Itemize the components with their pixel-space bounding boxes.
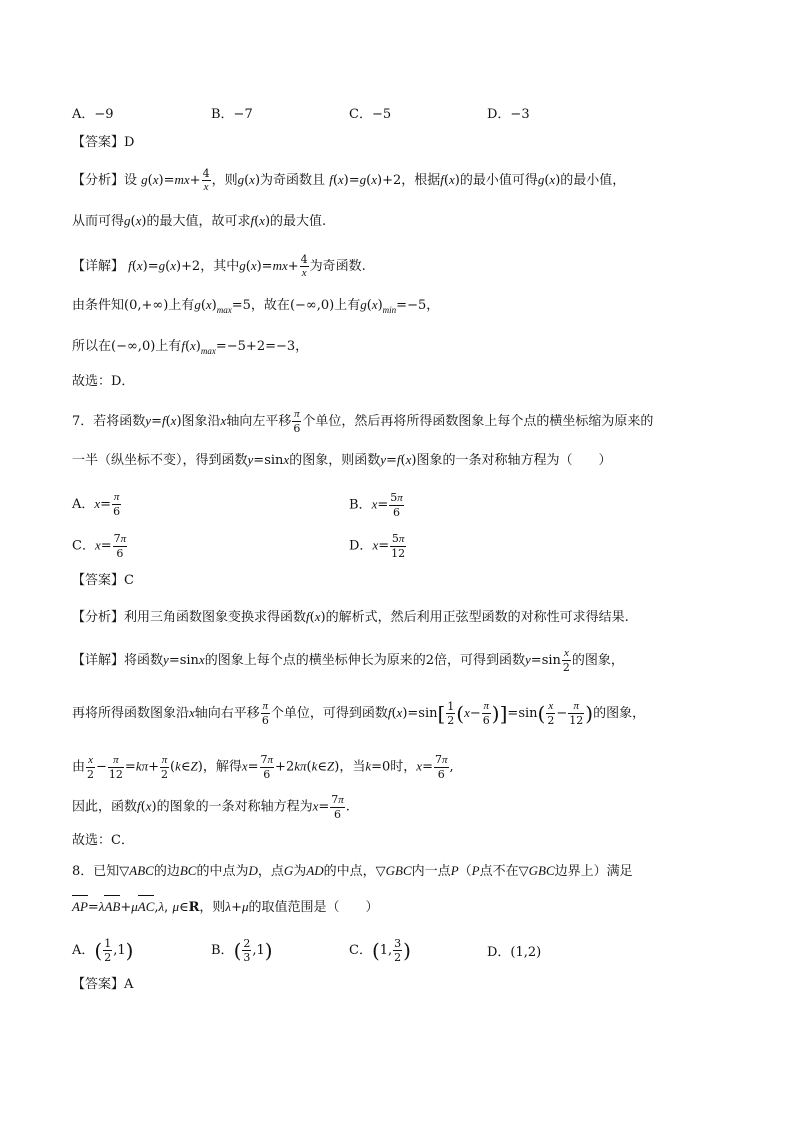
q6-analysis-line1: 【分析】设 g(x)=mx+ $\frac{4}{x}$ ，则g(x)为奇函数且 f(x)=g(x)+2，根据f(x)的最小值可得g(x)的最小值， bbox=[72, 167, 626, 193]
q7-answer: 【答案】C bbox=[72, 573, 134, 588]
q7-detail-line3: 由 $\frac{x}{2}$ − $\frac{\pi}{12}$ =kπ+ $\frac{\pi}{2}$ (k∈Z)，解得x= $\frac{7\pi}{6}$ +2kπ(k∈Z)，当k=0时，x= $\frac{7\pi}{6}$ , bbox=[72, 753, 454, 781]
q7-option-a: A．x= $\frac{\pi}{6}$ bbox=[72, 491, 121, 518]
q6-option-d: D．−3 bbox=[487, 107, 530, 122]
q7-detail-line4: 因此，函数f(x)的图象的一条对称轴方程为x= $\frac{7\pi}{6}$ . bbox=[72, 793, 350, 821]
q8-option-d: D．(1,2) bbox=[487, 945, 542, 960]
q6-option-a: A．−9 bbox=[72, 107, 114, 122]
q7-detail-line2: 再将所得函数图象沿x轴向右平移 $\frac{\pi}{6}$ 个单位，可得到函数f(x)=sin[ $\frac{1}{2}$ (x− $\frac{\pi}{6}$ )]=sin( $\frac{x}{2}$ − $\frac{\pi}{12}$ )的图象， bbox=[72, 700, 646, 727]
q6-answer: 【答案】D bbox=[72, 135, 135, 150]
q6-detail-line3: 所以在(−∞,0)上有$f(x)_{max}=-5+2=-3$， bbox=[72, 338, 309, 356]
q7-option-c: C．x= $\frac{7\pi}{6}$ bbox=[72, 532, 127, 560]
q8-answer: 【答案】A bbox=[72, 977, 134, 992]
q8-option-c: C．(1, $\frac{3}{2}$ ) bbox=[349, 937, 411, 964]
q6-analysis-line2: 从而可得g(x)的最大值，故可求f(x)的最大值. bbox=[72, 213, 327, 229]
q7-analysis: 【分析】利用三角函数图象变换求得函数f(x)的解析式，然后利用正弦型函数的对称性可求得结果. bbox=[72, 609, 629, 625]
q7-stem-line1: 7．若将函数y=f(x)图象沿x轴向左平移 $\frac{\pi}{6}$ 个单位，然后再将所得函数图象上每个点的横坐标缩为原来的 bbox=[72, 408, 654, 435]
q6-detail-line1: 【详解】 f(x)=g(x)+2，其中g(x)=mx+ $\frac{4}{x}$ 为奇函数. bbox=[72, 253, 366, 279]
q8-stem-line1: 8．已知▽ABC的边BC的中点为D，点G为AD的中点，▽GBC内一点P（P点不在▽GBC边界上）满足 bbox=[72, 863, 633, 879]
q6-choose: 故选：D． bbox=[72, 374, 135, 389]
q7-detail-line1: 【详解】将函数y=sinx的图象上每个点的横坐标伸长为原来的2倍，可得到函数y=sin $\frac{x}{2}$ 的图象， bbox=[72, 647, 624, 674]
q7-option-d: D．x= $\frac{5\pi}{12}$ bbox=[349, 532, 406, 560]
q6-option-c: C．−5 bbox=[349, 107, 392, 122]
q8-option-a: A．( $\frac{1}{2}$ ,1) bbox=[72, 937, 134, 964]
q6-detail-line2: 由条件知(0,+∞)上有$g(x)_{max}=5$，故在(−∞,0)上有$g(x)_{min}=-5$， bbox=[72, 297, 440, 315]
q8-stem-line2: AP=λAB+μAC,λ, μ∈R，则λ+μ的取值范围是（ ） bbox=[72, 899, 379, 915]
q6-option-b: B．−7 bbox=[211, 107, 253, 122]
q8-option-b: B．( $\frac{2}{3}$ ,1) bbox=[211, 937, 273, 964]
q7-stem-line2: 一半（纵坐标不变），得到函数y=sinx的图象，则函数y=f(x)图象的一条对称轴方程为（ ） bbox=[72, 452, 612, 468]
q7-choose: 故选：C． bbox=[72, 833, 134, 848]
q7-option-b: B．x= $\frac{5\pi}{6}$ bbox=[349, 491, 403, 519]
